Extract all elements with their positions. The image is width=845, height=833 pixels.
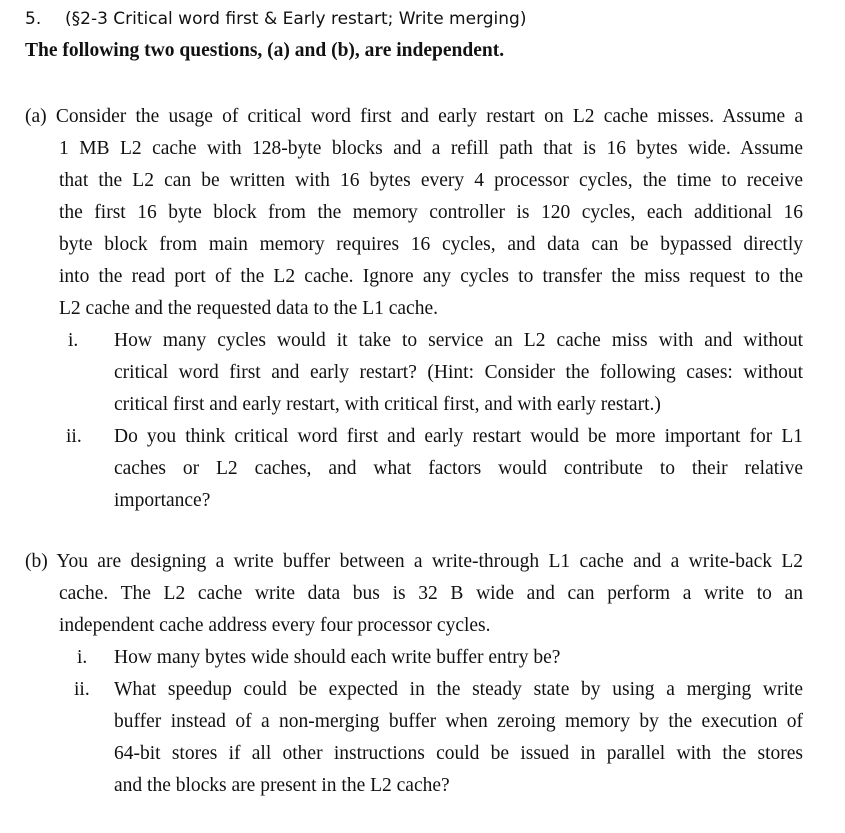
part-a-line: the first 16 byte block from the memory controller is 120 cycles, each additional 16 xyxy=(59,202,803,223)
item-line: Do you think critical word first and early restart would be more important for L1 xyxy=(114,426,803,447)
item-marker: ii. xyxy=(74,679,90,700)
item-marker: ii. xyxy=(66,426,82,447)
part-a-line: into the read port of the L2 cache. Ignore any cycles to transfer the miss request to the xyxy=(59,266,803,287)
question-header xyxy=(25,9,526,29)
part-a-paragraph xyxy=(25,101,803,325)
independence-note: The following two questions, (a) and (b), are independent. xyxy=(25,40,505,61)
part-a-line: 1 MB L2 cache with 128-byte blocks and a refill path that is 16 bytes wide. Assume xyxy=(59,138,803,159)
question-number: 5. xyxy=(25,9,42,29)
part-b-paragraph xyxy=(25,546,803,642)
item-line: importance? xyxy=(114,490,211,511)
part-a-line: that the L2 can be written with 16 bytes every 4 processor cycles, the time to receive xyxy=(59,170,803,191)
item-marker: i. xyxy=(77,647,88,668)
part-b-item-i xyxy=(25,642,803,674)
item-line: buffer instead of a non-merging buffer when zeroing memory by the execution of xyxy=(114,711,803,732)
item-line: 64-bit stores if all other instructions could be issued in parallel with the stores xyxy=(114,743,803,764)
part-a-item-ii xyxy=(25,421,803,517)
item-line: caches or L2 caches, and what factors would contribute to their relative xyxy=(114,458,803,479)
part-b-item-ii xyxy=(25,674,803,802)
part-b-line: independent cache address every four processor cycles. xyxy=(59,615,491,636)
item-marker: i. xyxy=(68,330,79,351)
item-line: and the blocks are present in the L2 cache? xyxy=(114,775,450,796)
question-title: (§2-3 Critical word first & Early restart; Write merging) xyxy=(65,9,527,29)
part-a-line: (a) Consider the usage of critical word first and early restart on L2 cache misses. Assume a xyxy=(25,106,803,127)
item-line: critical first and early restart, with critical first, and with early restart.) xyxy=(114,394,661,415)
part-a-line: byte block from main memory requires 16 cycles, and data can be bypassed directly xyxy=(59,234,803,255)
item-line: What speedup could be expected in the steady state by using a merging write xyxy=(114,679,803,700)
part-a-line: L2 cache and the requested data to the L1 cache. xyxy=(59,298,438,319)
part-b-line: (b) You are designing a write buffer between a write-through L1 cache and a write-back L2 xyxy=(25,551,803,572)
item-line: How many cycles would it take to service an L2 cache miss with and without xyxy=(114,330,803,351)
part-a-item-i xyxy=(25,325,803,421)
item-line: critical word first and early restart? (Hint: Consider the following cases: without xyxy=(114,362,803,383)
part-b-line: cache. The L2 cache write data bus is 32 B wide and can perform a write to an xyxy=(59,583,803,604)
item-line: How many bytes wide should each write buffer entry be? xyxy=(114,647,561,668)
